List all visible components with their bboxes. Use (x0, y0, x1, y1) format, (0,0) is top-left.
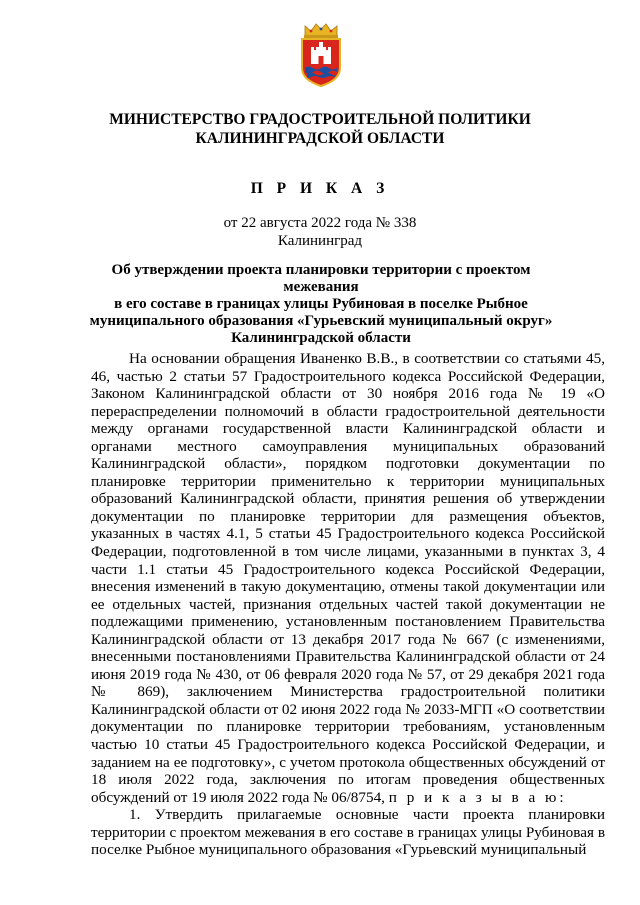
order-city: Калининград (277, 233, 363, 249)
subject-line4: Калининградской области (231, 330, 411, 346)
coat-of-arms-icon (295, 22, 347, 88)
ministry-name-line2: КАЛИНИНГРАДСКОЙ ОБЛАСТИ (195, 130, 445, 147)
ministry-name-line1: МИНИСТЕРСТВО ГРАДОСТРОИТЕЛЬНОЙ ПОЛИТИКИ (109, 111, 531, 128)
order-subject (85, 262, 557, 347)
subject-line1: Об утверждении проекта планировки территории с проектом межевания (111, 262, 531, 295)
order-keyword: п р и к а з ы в а ю: (388, 788, 567, 806)
subject-line3: муниципального образования «Гурьевский муниципальный округ» (89, 313, 553, 329)
clause-1-paragraph: 1. Утвердить прилагаемые основные части проекта планировки территории с проектом межевания в его составе в границах улицы Рубиновая в поселке Рыбное муниципального образования «Гурьевский муниципальный (91, 806, 605, 859)
order-title: П Р И К А З (250, 180, 390, 197)
coat-of-arms-svg (295, 22, 347, 88)
preamble-text: На основании обращения Иваненко В.В., в соответствии со статьями 45, 46, частью 2 статьи 57 Градостроительного кодекса Российской Федерации, Законом Калининградской области от 30 ноября 2016 года № 19 «О перераспределении полномочий в области градостроительной деятельности между органами государственной власти Калининградской области и органами местного самоуправления муниципальных образований Калининградской области», порядком подготовки документации по планировке территории применительно к территории муниципальных образований Калининградской области, принятия решения об утверждении документации по планировке территории для размещения объектов, указанных в частях 4.1, 5 статьи 45 Градостроительного кодекса Российской Федерации, подготовленной в том числе лицами, указанными в пунктах 3, 4 части 1.1 статьи 45 Градостроительного кодекса Российской Федерации, внесения изменений в такую документацию, отмены такой документации или ее отдельных частей, признания отдельных частей такой документации не подлежащими применению, установленным постановлением Правительства Калининградской области от 13 декабря 2017 года № 667 (с изменениями, внесенными постановлениями Правительства Калининградской области от 24 июня 2019 года № 430, от 06 февраля 2020 года № 57, от 29 декабря 2021 года № 869), заключением Министерства градостроительной политики Калининградской области от 02 июня 2022 года № 2033-МГП «О соответствии документации по планировке территории требованиям, установленным частью 10 статьи 45 Градостроительного кодекса Российской Федерации, и заданием на ее подготовку», с учетом протокола общественных обсуждений от 18 июля 2022 года, заключения по итогам проведения общественных обсуждений от 19 июля 2022 года № 06/8754, (91, 350, 605, 806)
order-date: от 22 августа 2022 года № 338 (223, 215, 417, 231)
subject-line2: в его составе в границах улицы Рубиновая в поселке Рыбное (114, 296, 528, 312)
preamble-paragraph (91, 350, 605, 806)
order-body (91, 350, 605, 859)
ministry-name (60, 110, 580, 148)
order-date-block (0, 214, 640, 250)
